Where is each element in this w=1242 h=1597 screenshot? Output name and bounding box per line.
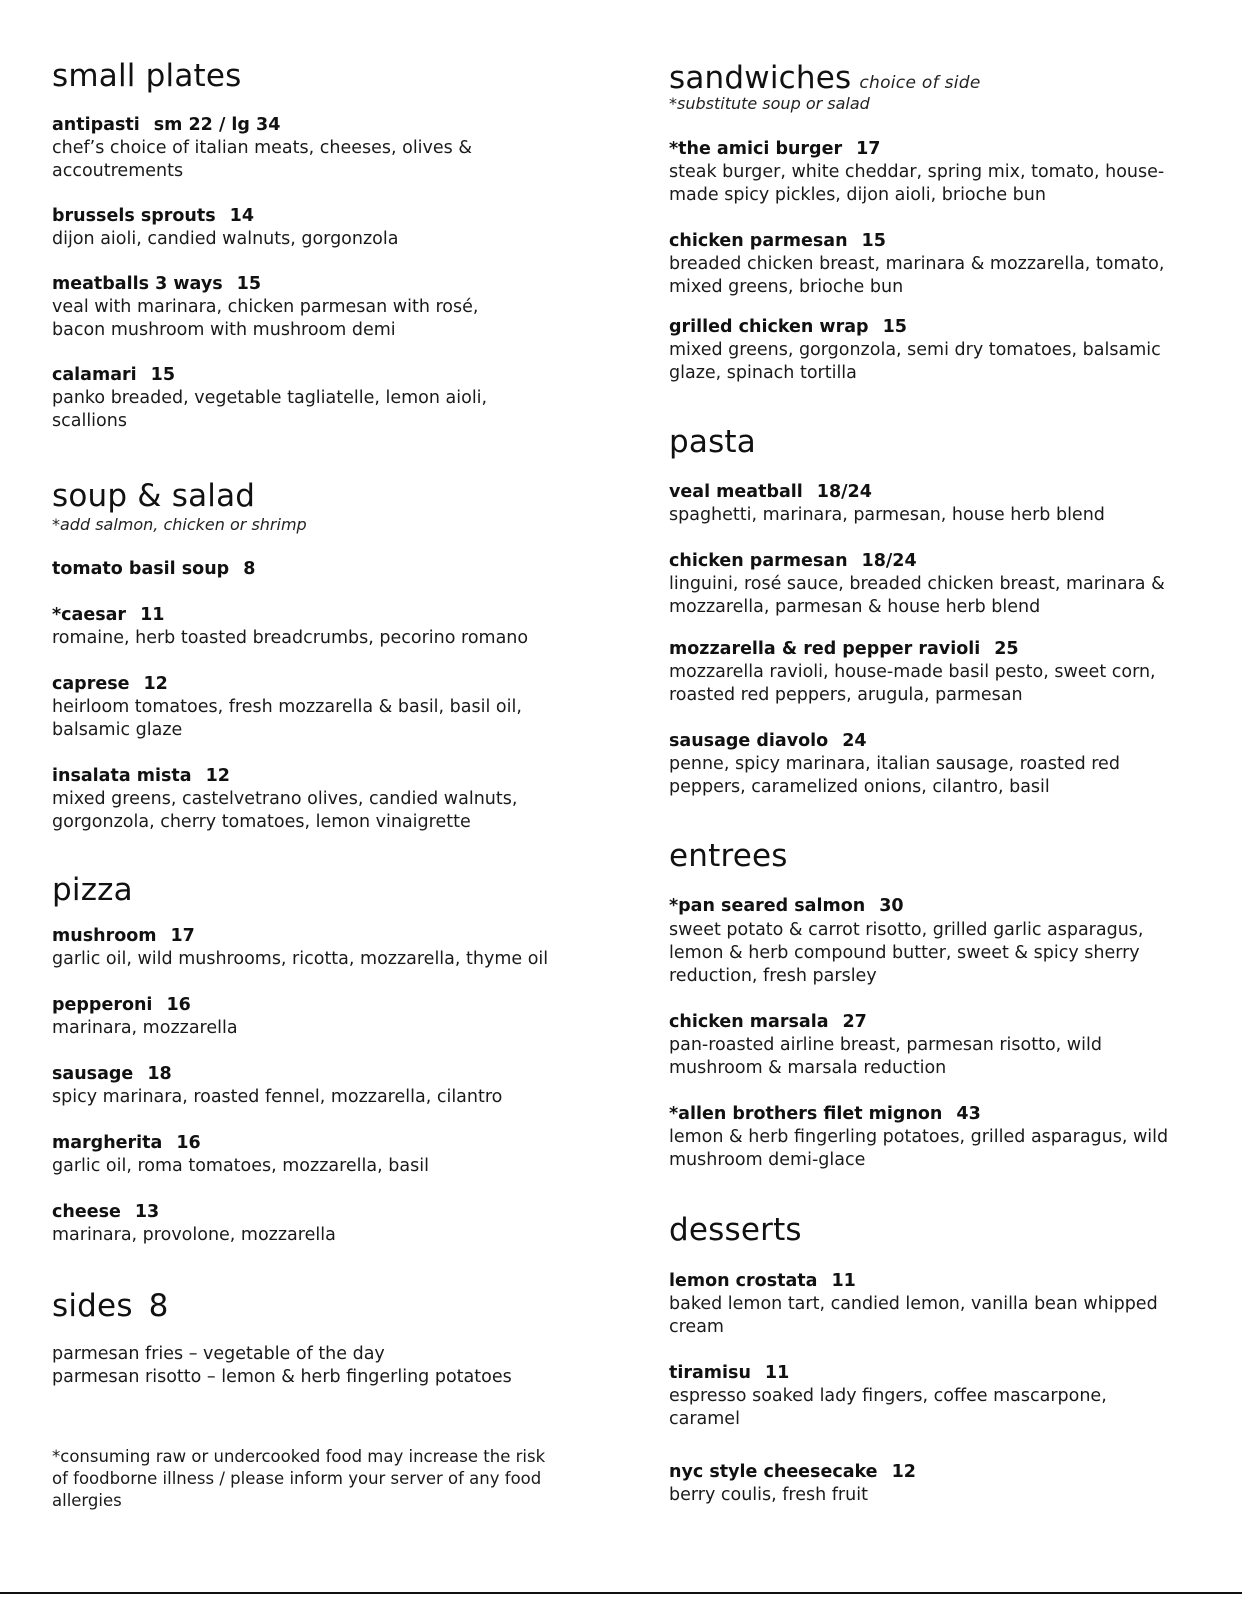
menu-item-description: scallions	[52, 411, 127, 431]
menu-item-name: sausage diavolo 24	[669, 731, 867, 751]
menu-item-name: *caesar 11	[52, 605, 165, 625]
section-title-soup-salad: soup & salad	[52, 478, 256, 514]
section-note: *add salmon, chicken or shrimp	[52, 515, 307, 534]
menu-item-name: pepperoni 16	[52, 995, 191, 1015]
menu-item-description: panko breaded, vegetable tagliatelle, lemon aioli,	[52, 388, 488, 408]
menu-item-description: baked lemon tart, candied lemon, vanilla bean whipped	[669, 1294, 1158, 1314]
menu-item-price: 43	[956, 1104, 981, 1124]
menu-item-description: dijon aioli, candied walnuts, gorgonzola	[52, 229, 399, 249]
menu-item-price: 16	[166, 995, 191, 1015]
allergy-footnote: *consuming raw or undercooked food may increase the risk	[52, 1447, 546, 1466]
menu-item-description: spaghetti, marinara, parmesan, house herb blend	[669, 505, 1105, 525]
menu-item-name: veal meatball 18/24	[669, 482, 872, 502]
menu-item-description: gorgonzola, cherry tomatoes, lemon vinaigrette	[52, 812, 471, 832]
menu-item-name: brussels sprouts 14	[52, 206, 255, 226]
menu-item-price: 27	[842, 1012, 867, 1032]
menu-item-name: antipasti sm 22 / lg 34	[52, 115, 281, 135]
menu-item-price: 12	[205, 766, 230, 786]
menu-item-price: 12	[143, 674, 168, 694]
menu-item-price: 30	[879, 896, 904, 916]
menu-item-description: mushroom & marsala reduction	[669, 1058, 947, 1078]
menu-item-price: 12	[891, 1462, 916, 1482]
section-title-pasta: pasta	[669, 424, 756, 460]
menu-item-name: caprese 12	[52, 674, 168, 694]
menu-item-price: 11	[140, 605, 165, 625]
menu-item-description: made spicy pickles, dijon aioli, brioche bun	[669, 185, 1046, 205]
menu-item-price: 8	[243, 559, 256, 579]
section-title-sides: sides 8	[52, 1288, 169, 1324]
menu-item-description: garlic oil, wild mushrooms, ricotta, mozzarella, thyme oil	[52, 949, 549, 969]
menu-item-description: breaded chicken breast, marinara & mozzarella, tomato,	[669, 254, 1165, 274]
menu-item-description: balsamic glaze	[52, 720, 183, 740]
menu-item-description: mozzarella, parmesan & house herb blend	[669, 597, 1041, 617]
menu-item-description: garlic oil, roma tomatoes, mozzarella, basil	[52, 1156, 429, 1176]
section-title-pizza: pizza	[52, 872, 133, 908]
bottom-divider	[0, 1592, 1242, 1594]
menu-item-price: sm 22 / lg 34	[153, 115, 281, 135]
menu-item-description: linguini, rosé sauce, breaded chicken breast, marinara &	[669, 574, 1165, 594]
menu-item-description: marinara, provolone, mozzarella	[52, 1225, 336, 1245]
menu-item-description: lemon & herb compound butter, sweet & spicy sherry	[669, 943, 1140, 963]
menu-item-name: *the amici burger 17	[669, 139, 881, 159]
menu-item-name: calamari 15	[52, 365, 176, 385]
menu-item-name: mozzarella & red pepper ravioli 25	[669, 639, 1019, 659]
menu-item-name: chicken parmesan 18/24	[669, 551, 917, 571]
menu-item-description: caramel	[669, 1409, 740, 1429]
menu-item-name: sausage 18	[52, 1064, 172, 1084]
allergy-footnote: of foodborne illness / please inform your server of any food	[52, 1469, 542, 1488]
menu-item-description: steak burger, white cheddar, spring mix, tomato, house-	[669, 162, 1165, 182]
menu-item-price: 15	[882, 317, 907, 337]
menu-item-description: peppers, caramelized onions, cilantro, basil	[669, 777, 1050, 797]
allergy-footnote: allergies	[52, 1491, 122, 1510]
menu-item-name: insalata mista 12	[52, 766, 230, 786]
menu-item-price: 16	[176, 1133, 201, 1153]
menu-item-name: tiramisu 11	[669, 1363, 790, 1383]
menu-item-description: veal with marinara, chicken parmesan with rosé,	[52, 297, 479, 317]
menu-item-name: cheese 13	[52, 1202, 160, 1222]
section-price: 8	[148, 1288, 169, 1324]
menu-item-description: spicy marinara, roasted fennel, mozzarella, cilantro	[52, 1087, 503, 1107]
menu-item-description: accoutrements	[52, 161, 184, 181]
menu-item-price: 15	[150, 365, 176, 385]
menu-item-price: 15	[861, 231, 886, 251]
menu-item-price: 18/24	[861, 551, 917, 571]
menu-item-name: meatballs 3 ways 15	[52, 274, 262, 294]
menu-item-price: 18/24	[816, 482, 872, 502]
menu-item-description: penne, spicy marinara, italian sausage, roasted red	[669, 754, 1120, 774]
menu-item-price: 11	[764, 1363, 790, 1383]
menu-item-description: berry coulis, fresh fruit	[669, 1485, 868, 1505]
menu-item-description: sweet potato & carrot risotto, grilled garlic asparagus,	[669, 920, 1144, 940]
menu-item-price: 17	[856, 139, 881, 159]
section-title-note: choice of side	[859, 73, 981, 93]
menu-item-name: *allen brothers filet mignon 43	[669, 1104, 981, 1124]
menu-item-description: mozzarella ravioli, house-made basil pesto, sweet corn,	[669, 662, 1156, 682]
menu-item-description: glaze, spinach tortilla	[669, 363, 857, 383]
menu-item-price: 17	[170, 926, 195, 946]
menu-item-price: 11	[831, 1271, 856, 1291]
menu-item-name: nyc style cheesecake 12	[669, 1462, 916, 1482]
menu-item-description: romaine, herb toasted breadcrumbs, pecorino romano	[52, 628, 529, 648]
menu-item-description: pan-roasted airline breast, parmesan risotto, wild	[669, 1035, 1102, 1055]
section-title-sandwiches: sandwiches choice of side	[669, 60, 981, 96]
menu-item-name: margherita 16	[52, 1133, 201, 1153]
menu-item-price: 18	[147, 1064, 172, 1084]
menu-item-price: 13	[134, 1202, 160, 1222]
menu-item-description: reduction, fresh parsley	[669, 966, 877, 986]
menu-item-description: marinara, mozzarella	[52, 1018, 238, 1038]
menu-item-price: 15	[236, 274, 262, 294]
menu-item-description: chef’s choice of italian meats, cheeses, olives &	[52, 138, 472, 158]
menu-item-price: 25	[994, 639, 1019, 659]
menu-item-description: espresso soaked lady fingers, coffee mascarpone,	[669, 1386, 1107, 1406]
section-title-entrees: entrees	[669, 838, 788, 874]
menu-item-name: lemon crostata 11	[669, 1271, 856, 1291]
menu-item-description: lemon & herb fingerling potatoes, grilled asparagus, wild	[669, 1127, 1169, 1147]
section-title-desserts: desserts	[669, 1212, 802, 1248]
menu-item-name: *pan seared salmon 30	[669, 896, 904, 916]
menu-item-name: grilled chicken wrap 15	[669, 317, 907, 337]
menu-item-price: 24	[842, 731, 867, 751]
section-title-small-plates: small plates	[52, 58, 242, 94]
menu-item-description: mixed greens, brioche bun	[669, 277, 904, 297]
menu-item-price: 14	[229, 206, 255, 226]
side-options-line: parmesan fries – vegetable of the day	[52, 1344, 385, 1364]
menu-item-description: cream	[669, 1317, 724, 1337]
menu-item-description: roasted red peppers, arugula, parmesan	[669, 685, 1023, 705]
menu-item-description: mixed greens, castelvetrano olives, candied walnuts,	[52, 789, 518, 809]
menu-item-description: mixed greens, gorgonzola, semi dry tomatoes, balsamic	[669, 340, 1161, 360]
menu-item-name: chicken parmesan 15	[669, 231, 886, 251]
menu-item-name: chicken marsala 27	[669, 1012, 867, 1032]
menu-item-description: mushroom demi-glace	[669, 1150, 866, 1170]
menu-item-description: heirloom tomatoes, fresh mozzarella & basil, basil oil,	[52, 697, 522, 717]
menu-item-name: mushroom 17	[52, 926, 195, 946]
side-options-line: parmesan risotto – lemon & herb fingerling potatoes	[52, 1367, 512, 1387]
section-note: *substitute soup or salad	[669, 94, 870, 113]
menu-item-description: bacon mushroom with mushroom demi	[52, 320, 396, 340]
menu-item-name: tomato basil soup 8	[52, 559, 256, 579]
